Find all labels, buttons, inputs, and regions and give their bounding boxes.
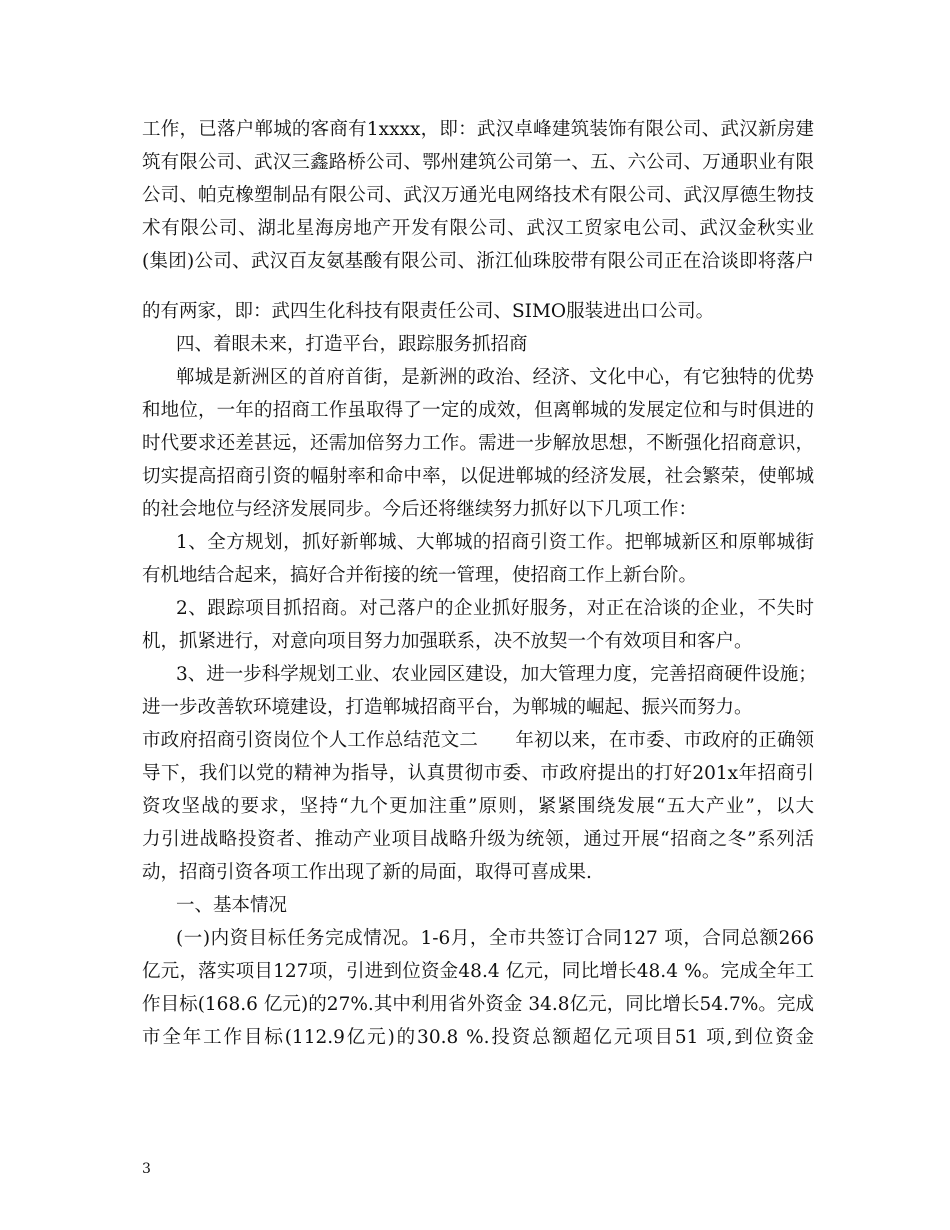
text-line: 作目标(168.6 亿元)的27%.其中利用省外资金 34.8亿元，同比增长54.7%。完成	[142, 994, 814, 1015]
text-line: 公司、帕克橡塑制品有限公司、武汉万通光电网络技术有限公司、武汉厚德生物技	[142, 185, 814, 206]
text-line: 亿元，落实项目127项，引进到位资金48.4 亿元，同比增长48.4 %。完成全年工	[142, 961, 814, 982]
text-line: 力引进战略投资者、推动产业项目战略升级为统领，通过开展“招商之冬”系列活	[142, 829, 814, 850]
text-line: 2、跟踪项目抓招商。对己落户的企业抓好服务，对正在洽谈的企业，不失时	[176, 598, 814, 619]
text-line: 术有限公司、湖北星海房地产开发有限公司、武汉工贸家电公司、武汉金秋实业	[142, 218, 814, 239]
text-line: 进一步改善软环境建设，打造郸城招商平台，为郸城的崛起、振兴而努力。	[142, 697, 753, 718]
page-number: 3	[142, 1161, 151, 1177]
text-line: (集团)公司、武汉百友氨基酸有限公司、浙江仙珠胶带有限公司正在洽谈即将落户	[142, 251, 814, 272]
text-line: 切实提高招商引资的幅射率和命中率，以促进郸城的经济发展，社会繁荣，使郸城	[142, 466, 814, 487]
text-line: 3、进一步科学规划工业、农业园区建设，加大管理力度，完善招商硬件设施；	[176, 664, 817, 685]
text-line: (一)内资目标任务完成情况。1-6月，全市共签订合同127 项，合同总额266	[176, 928, 814, 949]
text-line: 郸城是新洲区的首府首街，是新洲的政治、经济、文化中心，有它独特的优势	[176, 367, 814, 388]
text-line: 机，抓紧进行，对意向项目努力加强联系，决不放契一个有效项目和客户。	[142, 631, 753, 652]
text-line: 筑有限公司、武汉三鑫路桥公司、鄂州建筑公司第一、五、六公司、万通职业有限	[142, 152, 814, 173]
text-line: 导下，我们以党的精神为指导，认真贯彻市委、市政府提出的打好201x年招商引	[142, 763, 814, 784]
text-line: 有机地结合起来，搞好合并衔接的统一管理，使招商工作上新台阶。	[142, 565, 698, 586]
text-line: 动，招商引资各项工作出现了新的局面，取得可喜成果.	[142, 862, 592, 883]
text-line: 资攻坚战的要求，坚持“九个更加注重”原则，紧紧围绕发展“五大产业”，以大	[142, 796, 814, 817]
section-heading: 一、基本情况	[176, 895, 288, 916]
text-line: 工作，已落户郸城的客商有1xxxx，即：武汉卓峰建筑装饰有限公司、武汉新房建	[142, 119, 814, 140]
text-line: 市政府招商引资岗位个人工作总结范文二 年初以来，在市委、市政府的正确领	[142, 730, 814, 751]
text-line: 1、全方规划，抓好新郸城、大郸城的招商引资工作。把郸城新区和原郸城街	[176, 532, 814, 553]
section-heading: 四、着眼未来，打造平台，跟踪服务抓招商	[176, 334, 528, 355]
text-line: 时代要求还差甚远，还需加倍努力工作。需进一步解放思想，不断强化招商意识，	[142, 433, 814, 454]
text-line: 的社会地位与经济发展同步。今后还将继续努力抓好以下几项工作：	[142, 499, 698, 520]
text-line: 和地位，一年的招商工作虽取得了一定的成效，但离郸城的发展定位和与时俱进的	[142, 400, 814, 421]
text-line: 市全年工作目标(112.9亿元)的30.8 %.投资总额超亿元项目51 项,到位资金	[142, 1027, 814, 1048]
text-line: 的有两家，即：武四生化科技有限责任公司、SIMO服装进出口公司。	[142, 301, 715, 322]
